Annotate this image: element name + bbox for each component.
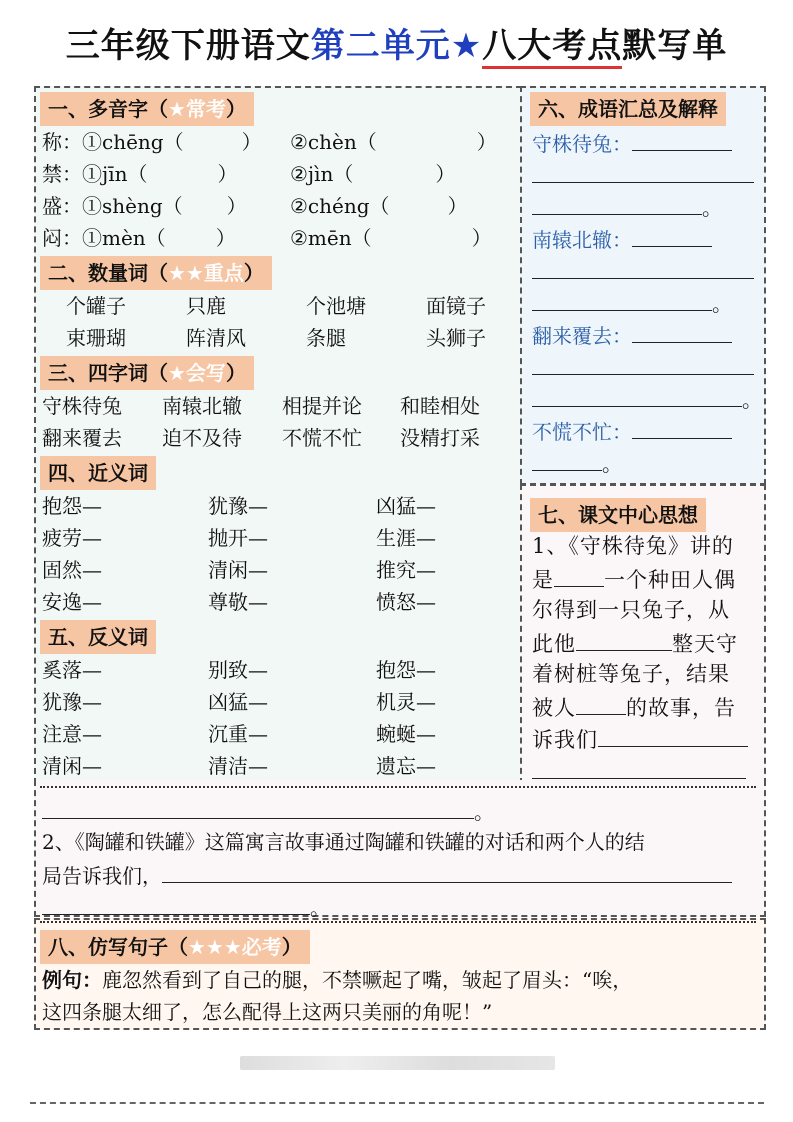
measure-word: 只鹿: [186, 294, 226, 318]
section-7-header: 七、课文中心思想: [530, 498, 706, 532]
idiom-4: 不慌不忙：: [532, 416, 732, 446]
section-1-header: 一、多音字（★常考）: [40, 92, 254, 126]
central-idea-1-line3: 尔得到一只兔子，从: [532, 598, 730, 622]
polyphone-row-4b: ②mēn（ ）: [290, 226, 492, 250]
synonym-item: 愤怒—: [376, 590, 436, 614]
idiom-3: 翻来覆去：: [532, 320, 732, 350]
antonym-item: 凶猛—: [208, 690, 268, 714]
four-char-word: 相提并论: [282, 394, 362, 418]
antonym-item: 清闲—: [42, 754, 102, 778]
polyphone-row-1: 称：①chēng（ ）: [42, 130, 262, 154]
four-char-word: 和睦相处: [400, 394, 480, 418]
synonym-item: 凶猛—: [376, 494, 436, 518]
central-idea-1-line4: 此他 整天守: [532, 628, 738, 658]
idiom-1-end: 。: [532, 192, 722, 222]
synonym-item: 生涯—: [376, 526, 436, 550]
measure-word: 面镜子: [426, 294, 486, 318]
section-4-header: 四、近义词: [40, 456, 156, 490]
idiom-3-end: 。: [532, 384, 762, 414]
four-char-word: 不慌不忙: [282, 426, 362, 450]
synonym-item: 疲劳—: [42, 526, 102, 550]
section-3-header: 三、四字词（★会写）: [40, 356, 254, 390]
title-part1: 三年级下册语文: [65, 26, 311, 66]
example-label: 例句：: [42, 968, 102, 992]
idiom-1-line: [532, 160, 754, 190]
antonym-item: 遗忘—: [376, 754, 436, 778]
footer-watermark: [240, 1056, 555, 1070]
antonym-item: 清洁—: [208, 754, 268, 778]
synonym-item: 犹豫—: [208, 494, 268, 518]
section-8-header: 八、仿写句子（★★★必考）: [40, 930, 310, 964]
antonym-item: 奚落—: [42, 658, 102, 682]
antonym-item: 机灵—: [376, 690, 436, 714]
antonym-item: 注意—: [42, 722, 102, 746]
title-part2: 第二单元★: [310, 26, 483, 66]
example-sentence-line1: 例句：鹿忽然看到了自己的腿，不禁噘起了嘴，皱起了眉头：“唉，: [42, 968, 633, 992]
polyphone-row-1b: ②chèn（ ）: [290, 130, 497, 154]
four-char-word: 迫不及待: [162, 426, 242, 450]
title-part3: 八大考点: [482, 26, 622, 69]
polyphone-row-3b: ②chéng（ ）: [290, 194, 468, 218]
measure-word: 个罐子: [66, 294, 126, 318]
central-idea-2-end: 。: [42, 892, 330, 922]
idiom-3-line: [532, 352, 754, 382]
separator: [40, 921, 756, 923]
antonym-item: 别致—: [208, 658, 268, 682]
four-char-word: 守株待兔: [42, 394, 122, 418]
four-char-word: 南辕北辙: [162, 394, 242, 418]
section-2-header: 二、数量词（★★重点）: [40, 256, 272, 290]
synonym-item: 推究—: [376, 558, 436, 582]
section-5-header: 五、反义词: [40, 620, 156, 654]
synonym-item: 抛开—: [208, 526, 268, 550]
central-idea-1-line2: 是 一个种田人偶: [532, 564, 736, 594]
idiom-2-end: 。: [532, 288, 732, 318]
measure-word: 头狮子: [426, 326, 486, 350]
measure-word: 束珊瑚: [66, 326, 126, 350]
antonym-item: 犹豫—: [42, 690, 102, 714]
idiom-2: 南辕北辙：: [532, 224, 712, 254]
antonym-item: 抱怨—: [376, 658, 436, 682]
polyphone-row-2: 禁：①jīn（ ）: [42, 162, 238, 186]
measure-word: 阵清风: [186, 326, 246, 350]
synonym-item: 固然—: [42, 558, 102, 582]
example-sentence-line2: 这四条腿太细了，怎么配得上这两只美丽的角呢！”: [42, 1000, 493, 1024]
synonym-item: 清闲—: [208, 558, 268, 582]
measure-word: 个池塘: [306, 294, 366, 318]
idiom-4-end: 。: [532, 448, 622, 478]
page-title: [0, 18, 793, 67]
four-char-word: 没精打采: [400, 426, 480, 450]
central-idea-1-line1: 1、《守株待兔》讲的: [532, 534, 734, 558]
central-idea-1-line6: 被人 的故事，告: [532, 692, 736, 722]
page-bottom-border: [30, 1102, 764, 1104]
polyphone-row-3: 盛：①shèng（ ）: [42, 194, 247, 218]
central-idea-1-line7: 诉我们: [532, 724, 748, 754]
central-idea-2-line2: 局告诉我们，: [42, 860, 732, 890]
idiom-2-line: [532, 256, 754, 286]
polyphone-row-4: 闷：①mèn（ ）: [42, 226, 236, 250]
section-6-header: 六、成语汇总及解释: [530, 92, 726, 126]
idiom-1: 守株待兔：: [532, 128, 732, 158]
four-char-word: 翻来覆去: [42, 426, 122, 450]
separator: [40, 786, 756, 788]
central-idea-1-line8: [532, 756, 746, 786]
synonym-item: 安逸—: [42, 590, 102, 614]
antonym-item: 蜿蜒—: [376, 722, 436, 746]
synonym-item: 尊敬—: [208, 590, 268, 614]
polyphone-row-2b: ②jìn（ ）: [290, 162, 456, 186]
title-part4: 默写单: [622, 26, 728, 66]
synonym-item: 抱怨—: [42, 494, 102, 518]
central-idea-1-line5: 着树桩等兔子，结果: [532, 662, 730, 686]
central-idea-1-end: 。: [42, 796, 494, 826]
antonym-item: 沉重—: [208, 722, 268, 746]
measure-word: 条腿: [306, 326, 346, 350]
central-idea-2-line1: 2、《陶罐和铁罐》这篇寓言故事通过陶罐和铁罐的对话和两个人的结: [42, 830, 645, 854]
